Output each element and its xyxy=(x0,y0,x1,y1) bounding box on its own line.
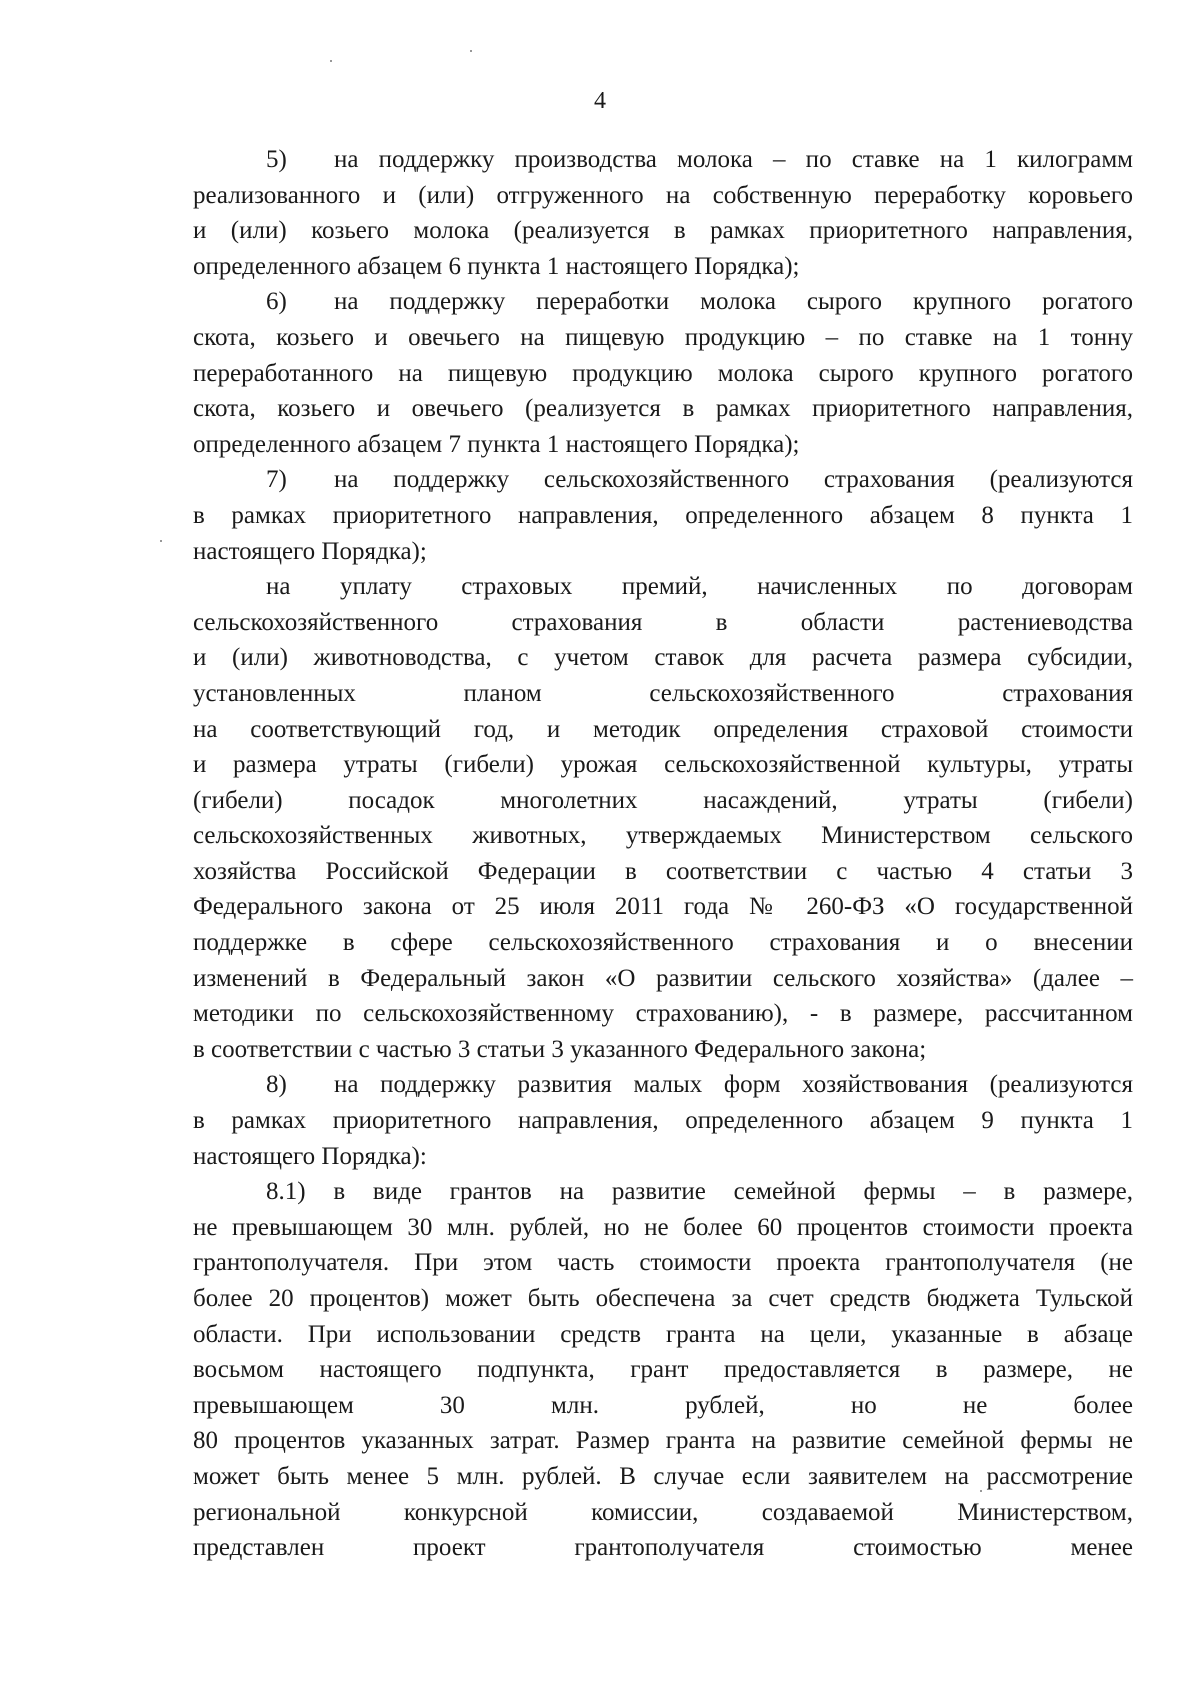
page-number: 4 xyxy=(594,88,606,114)
document-body xyxy=(193,142,1133,1566)
text-line xyxy=(193,783,1133,819)
text-line xyxy=(193,1103,1133,1139)
text-line xyxy=(193,605,1133,641)
line-text: восьмом настоящего подпункта, грант предоставляется в размере, не xyxy=(193,1356,1133,1384)
list-marker: 8) xyxy=(266,1071,287,1099)
line-text: на поддержку переработки молока сырого крупного рогатого xyxy=(334,288,1133,316)
line-text: превышающем 30 млн. рублей, но не более xyxy=(193,1391,1133,1419)
scan-speck xyxy=(160,540,162,542)
line-text: методики по сельскохозяйственному страхованию), - в размере, рассчитанном xyxy=(193,1000,1133,1028)
line-text: в соответствии с частью 3 статьи 3 указанного Федерального закона; xyxy=(193,1035,927,1063)
line-text: определенного абзацем 6 пункта 1 настоящего Порядка); xyxy=(193,252,800,280)
text-line xyxy=(193,569,1133,605)
line-text: 80 процентов указанных затрат. Размер гранта на развитие семейной фермы не xyxy=(193,1427,1133,1455)
line-text: настоящего Порядка); xyxy=(193,537,427,565)
text-line xyxy=(193,1067,1133,1103)
text-line xyxy=(193,1495,1133,1531)
line-text: на соответствующий год, и методик определения страховой стоимости xyxy=(193,715,1133,743)
text-line xyxy=(193,889,1133,925)
line-text: переработанного на пищевую продукцию молока сырого крупного рогатого xyxy=(193,359,1133,387)
line-text: реализованного и (или) отгруженного на собственную переработку коровьего xyxy=(193,181,1133,209)
line-text: области. При использовании средств гранта на цели, указанные в абзаце xyxy=(193,1320,1133,1348)
scan-speck xyxy=(980,1490,982,1492)
text-line xyxy=(193,747,1133,783)
line-text: настоящего Порядка): xyxy=(193,1142,427,1170)
line-text: и (или) козьего молока (реализуется в рамках приоритетного направления, xyxy=(193,217,1133,245)
text-line xyxy=(193,854,1133,890)
list-marker: 5) xyxy=(266,146,287,173)
scan-speck xyxy=(470,50,472,52)
list-marker: 6) xyxy=(266,288,287,316)
line-text: на поддержку развития малых форм хозяйствования (реализуются xyxy=(334,1071,1133,1099)
text-line xyxy=(193,249,1133,285)
line-text: скота, козьего и овечьего на пищевую продукцию – по ставке на 1 тонну xyxy=(193,323,1133,351)
line-text: скота, козьего и овечьего (реализуется в рамках приоритетного направления, xyxy=(193,395,1133,423)
text-line xyxy=(193,961,1133,997)
text-line xyxy=(193,1210,1133,1246)
text-line xyxy=(193,640,1133,676)
text-line xyxy=(193,996,1133,1032)
line-text: установленных планом сельскохозяйственного страхования xyxy=(193,679,1133,707)
line-text: изменений в Федеральный закон «О развитии сельского хозяйства» (далее – xyxy=(193,964,1133,992)
text-line xyxy=(193,1032,1133,1068)
text-line xyxy=(193,427,1133,463)
text-line xyxy=(193,1281,1133,1317)
line-text: сельскохозяйственного страхования в области растениеводства xyxy=(193,608,1133,636)
line-text: может быть менее 5 млн. рублей. В случае если заявителем на рассмотрение xyxy=(193,1462,1133,1490)
line-text: 8.1) в виде грантов на развитие семейной фермы – в размере, xyxy=(266,1178,1133,1206)
text-line xyxy=(193,320,1133,356)
text-line xyxy=(193,213,1133,249)
text-line xyxy=(193,178,1133,214)
text-line xyxy=(193,1530,1133,1566)
line-text: более 20 процентов) может быть обеспечена за счет средств бюджета Тульской xyxy=(193,1285,1133,1312)
line-text: региональной конкурсной комиссии, создаваемой Министерством, xyxy=(193,1498,1133,1526)
text-line xyxy=(193,1317,1133,1353)
line-text: представлен проект грантополучателя стоимостью менее xyxy=(193,1534,1133,1562)
list-marker: 7) xyxy=(266,466,287,494)
text-line xyxy=(193,1459,1133,1495)
line-text: на поддержку сельскохозяйственного страхования (реализуются xyxy=(334,466,1133,494)
line-text: грантополучателя. При этом часть стоимости проекта грантополучателя (не xyxy=(193,1249,1133,1277)
text-line xyxy=(193,1245,1133,1281)
text-line xyxy=(193,925,1133,961)
text-line xyxy=(193,142,1133,178)
text-line xyxy=(193,462,1133,498)
line-text: не превышающем 30 млн. рублей, но не более 60 процентов стоимости проекта xyxy=(193,1213,1133,1241)
text-line xyxy=(193,1388,1133,1424)
scan-speck xyxy=(330,60,332,62)
line-text: (гибели) посадок многолетних насаждений, утраты (гибели) xyxy=(193,786,1133,814)
line-text: на уплату страховых премий, начисленных по договорам xyxy=(266,573,1133,601)
text-line xyxy=(193,534,1133,570)
line-text: и (или) животноводства, с учетом ставок для расчета размера субсидии, xyxy=(193,644,1133,672)
text-line xyxy=(193,1139,1133,1175)
line-text: хозяйства Российской Федерации в соответствии с частью 4 статьи 3 xyxy=(193,857,1133,885)
line-text: сельскохозяйственных животных, утверждаемых Министерством сельского xyxy=(193,822,1133,850)
text-line xyxy=(193,1174,1133,1210)
text-line xyxy=(193,676,1133,712)
line-text: определенного абзацем 7 пункта 1 настоящего Порядка); xyxy=(193,430,800,458)
text-line xyxy=(193,818,1133,854)
text-line xyxy=(193,712,1133,748)
line-text: в рамках приоритетного направления, определенного абзацем 8 пункта 1 xyxy=(193,501,1133,529)
line-text: Федерального закона от 25 июля 2011 года № 260-ФЗ «О государственной xyxy=(193,893,1133,921)
text-line xyxy=(193,1423,1133,1459)
line-text: на поддержку производства молока – по ставке на 1 килограмм xyxy=(334,146,1133,173)
text-line xyxy=(193,356,1133,392)
line-text: поддержке в сфере сельскохозяйственного страхования и о внесении xyxy=(193,929,1133,957)
text-line xyxy=(193,498,1133,534)
text-line xyxy=(193,1352,1133,1388)
text-line xyxy=(193,284,1133,320)
text-line xyxy=(193,391,1133,427)
line-text: и размера утраты (гибели) урожая сельскохозяйственной культуры, утраты xyxy=(193,751,1133,779)
line-text: в рамках приоритетного направления, определенного абзацем 9 пункта 1 xyxy=(193,1107,1133,1135)
